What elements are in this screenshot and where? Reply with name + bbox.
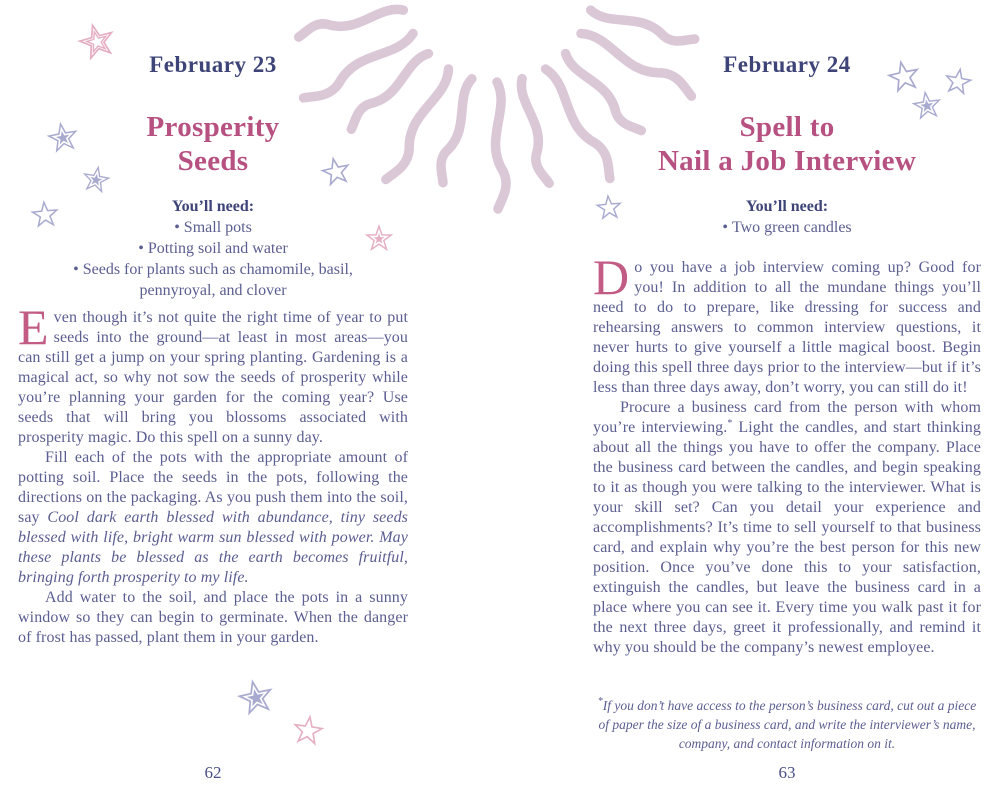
right-supplies-section [593, 196, 981, 238]
dropcap-letter: D [593, 249, 630, 305]
page-number: 62 [204, 763, 222, 782]
list-item [637, 217, 937, 238]
paragraph-text: Procure a business card from the person with whom you’re interviewing. [593, 399, 981, 436]
bullet-icon: • [138, 240, 144, 257]
footnote-mark: * [597, 696, 603, 707]
list-item [63, 217, 363, 238]
bullet-icon: • [174, 219, 180, 236]
left-page [18, 0, 408, 794]
right-page [593, 0, 981, 794]
left-page-date: February 23 [149, 52, 277, 77]
paragraph-text: Fill each of the pots with the appropriate amount of potting soil. Place the seeds in the pots, following the directions on the packaging. As you push them into the soil, say [18, 449, 408, 526]
paragraph [593, 398, 981, 658]
left-page-title [18, 110, 408, 178]
paragraph-text: o you have a job interview coming up? Good for you! In addition to all the mundane things you’ll need to do to prepare, like dressing for success and rehearsing answers to common interview questions, it never hurts to give yourself a little magical boost. Begin doing this spell three days prior to the interview—but if it’s less than three days away, don’t worry, you can still do it! [593, 259, 981, 396]
list-item [63, 259, 363, 301]
paragraph-text: Add water to the soil, and place the pots in a sunny window so they can begin to germinate. When the danger of frost has passed, plant them in your garden. [18, 589, 408, 646]
left-need-label: You’ll need: [171, 198, 255, 215]
right-title-line2: Nail a Job Interview [657, 145, 917, 177]
supply-text: Seeds for plants such as chamomile, basil, pennyroyal, and clover [82, 261, 353, 299]
list-item [63, 238, 363, 259]
paragraph-text: ven though it’s not quite the right time of year to put seeds into the ground—at least in most areas—you can still get a jump on your spring planting. Gardening is a magical act, so why not sow the seeds of prosperity while you’re planning your garden for the coming year? Use seeds that will bring you blossoms associated with prosperity magic. Do this spell on a sunny day. [18, 309, 408, 446]
footnote [593, 696, 981, 753]
paragraph [593, 249, 981, 398]
left-supplies-section [18, 196, 408, 301]
footnote-text: If you don’t have access to the person’s business card, cut out a piece of paper the size of a business card, and write the interviewer’s name, company, and contact information on it. [598, 698, 977, 751]
left-body-text [18, 299, 408, 648]
supply-text: Two green candles [731, 219, 852, 236]
paragraph [18, 448, 408, 588]
page-number: 63 [778, 763, 796, 782]
supply-text: Potting soil and water [147, 240, 288, 257]
dropcap-letter: E [18, 299, 49, 355]
paragraph [18, 299, 408, 448]
bullet-icon: • [722, 219, 728, 236]
footnote-ref: * [727, 418, 733, 429]
left-title-line1: Prosperity [146, 111, 280, 143]
right-page-date: February 24 [723, 52, 851, 77]
spell-incantation: Cool dark earth blessed with abundance, tiny seeds blessed with life, bright warm sun blessed with power. May these plants be blessed as the earth becomes fruitful, bringing forth prosperity to my life. [18, 509, 408, 586]
right-page-title [593, 110, 981, 178]
paragraph [18, 588, 408, 648]
right-need-label: You’ll need: [745, 198, 829, 215]
left-title-line2: Seeds [177, 145, 249, 177]
right-supplies-list [593, 217, 981, 238]
right-body-text [593, 249, 981, 658]
bullet-icon: • [73, 261, 79, 278]
left-supplies-list [18, 217, 408, 301]
paragraph-text: Light the candles, and start thinking about all the things you have to offer the company. Place the business card between the candles, and begin speaking to it as though you were talking to the interviewer. What is your skill set? Can you detail your experience and accomplishments? It’s time to sell yourself to that business card, and explain why you’re the best person for this new position. Once you’ve done this to your satisfaction, extinguish the candles, but leave the business card in a place where you can see it. Every time you walk past it for the next three days, greet it professionally, and remind it why you should be the company’s newest employee. [593, 419, 981, 656]
supply-text: Small pots [183, 219, 252, 236]
right-title-line1: Spell to [739, 111, 835, 143]
